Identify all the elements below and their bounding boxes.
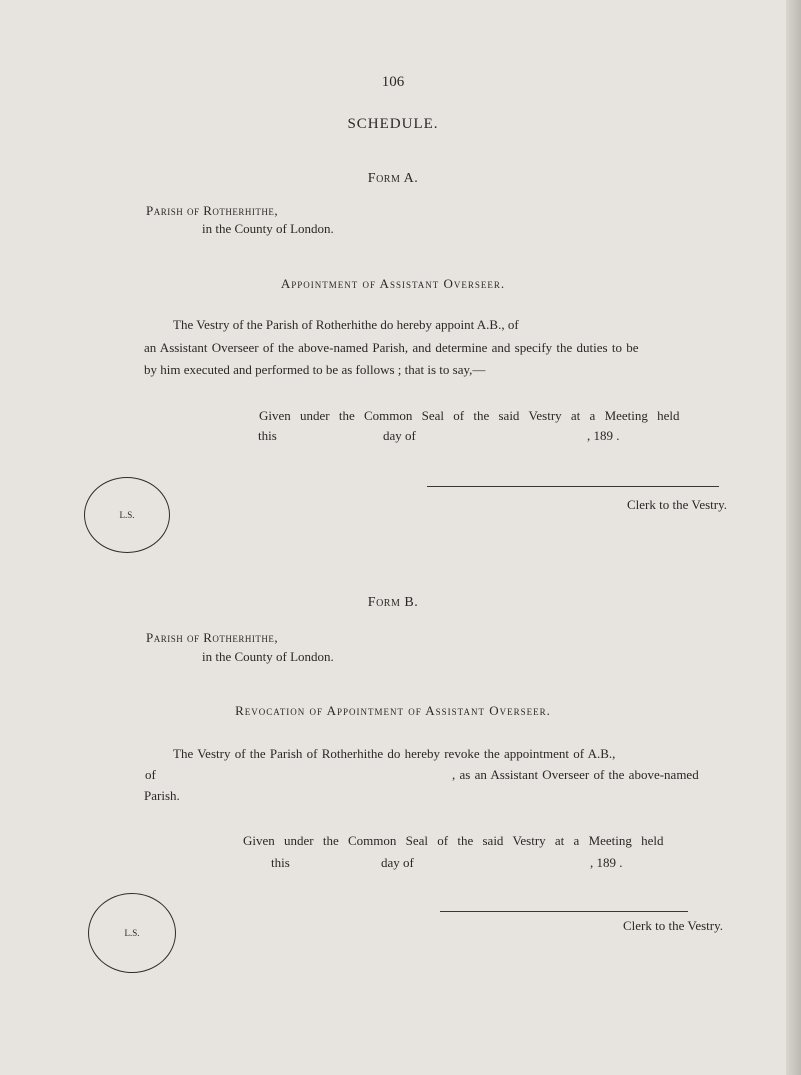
form-b-para-line1: The Vestry of the Parish of Rotherhithe do hereby revoke the appointment of A.B., [173, 746, 616, 761]
form-b-heading: Revocation of Appointment of Assistant Overseer. [235, 703, 551, 718]
form-b-para-line2: , as an Assistant Overseer of the above-named [452, 767, 699, 782]
form-b-signature-line [440, 911, 688, 912]
form-a-seal [84, 477, 170, 553]
form-a-para-line2: an Assistant Overseer of the above-named Parish, and determine and specify the duties to be [144, 340, 639, 355]
form-b-seal [88, 893, 176, 973]
form-b-given-day-of: day of [381, 855, 414, 870]
form-b-clerk: Clerk to the Vestry. [623, 918, 724, 933]
form-a-signature-line [427, 486, 719, 487]
form-b-parish: Parish of Rotherhithe, [146, 630, 279, 645]
form-a-given-this: this [258, 428, 277, 443]
form-a-para-line1: The Vestry of the Parish of Rotherhithe do hereby appoint A.B., of [173, 317, 519, 332]
form-a-county: in the County of London. [202, 221, 334, 236]
form-b-para-of: of [145, 767, 156, 782]
page-edge [786, 0, 801, 1075]
schedule-title: SCHEDULE. [347, 116, 439, 132]
form-b-given-this: this [271, 855, 290, 870]
form-b-seal-label: L.S. [124, 928, 140, 938]
form-a-given-year: , 189 . [587, 428, 620, 443]
form-a-given-line1: Given under the Common Seal of the said Vestry at a Meeting held [259, 408, 680, 423]
form-a-heading: Appointment of Assistant Overseer. [280, 276, 506, 291]
page-number: 106 [381, 74, 405, 90]
form-b-given-line1: Given under the Common Seal of the said Vestry at a Meeting held [243, 833, 664, 848]
form-b-title: Form B. [367, 595, 419, 610]
form-a-given-day-of: day of [383, 428, 416, 443]
form-a-clerk: Clerk to the Vestry. [627, 497, 728, 512]
form-b-para-line3: Parish. [144, 788, 180, 803]
form-a-seal-label: L.S. [119, 510, 135, 520]
form-a-para-line3: by him executed and performed to be as follows ; that is to say,— [144, 362, 486, 377]
form-b-county: in the County of London. [202, 649, 334, 664]
form-a-title: Form A. [367, 171, 419, 186]
form-a-parish: Parish of Rotherhithe, [146, 203, 279, 218]
form-b-given-year: , 189 . [590, 855, 623, 870]
